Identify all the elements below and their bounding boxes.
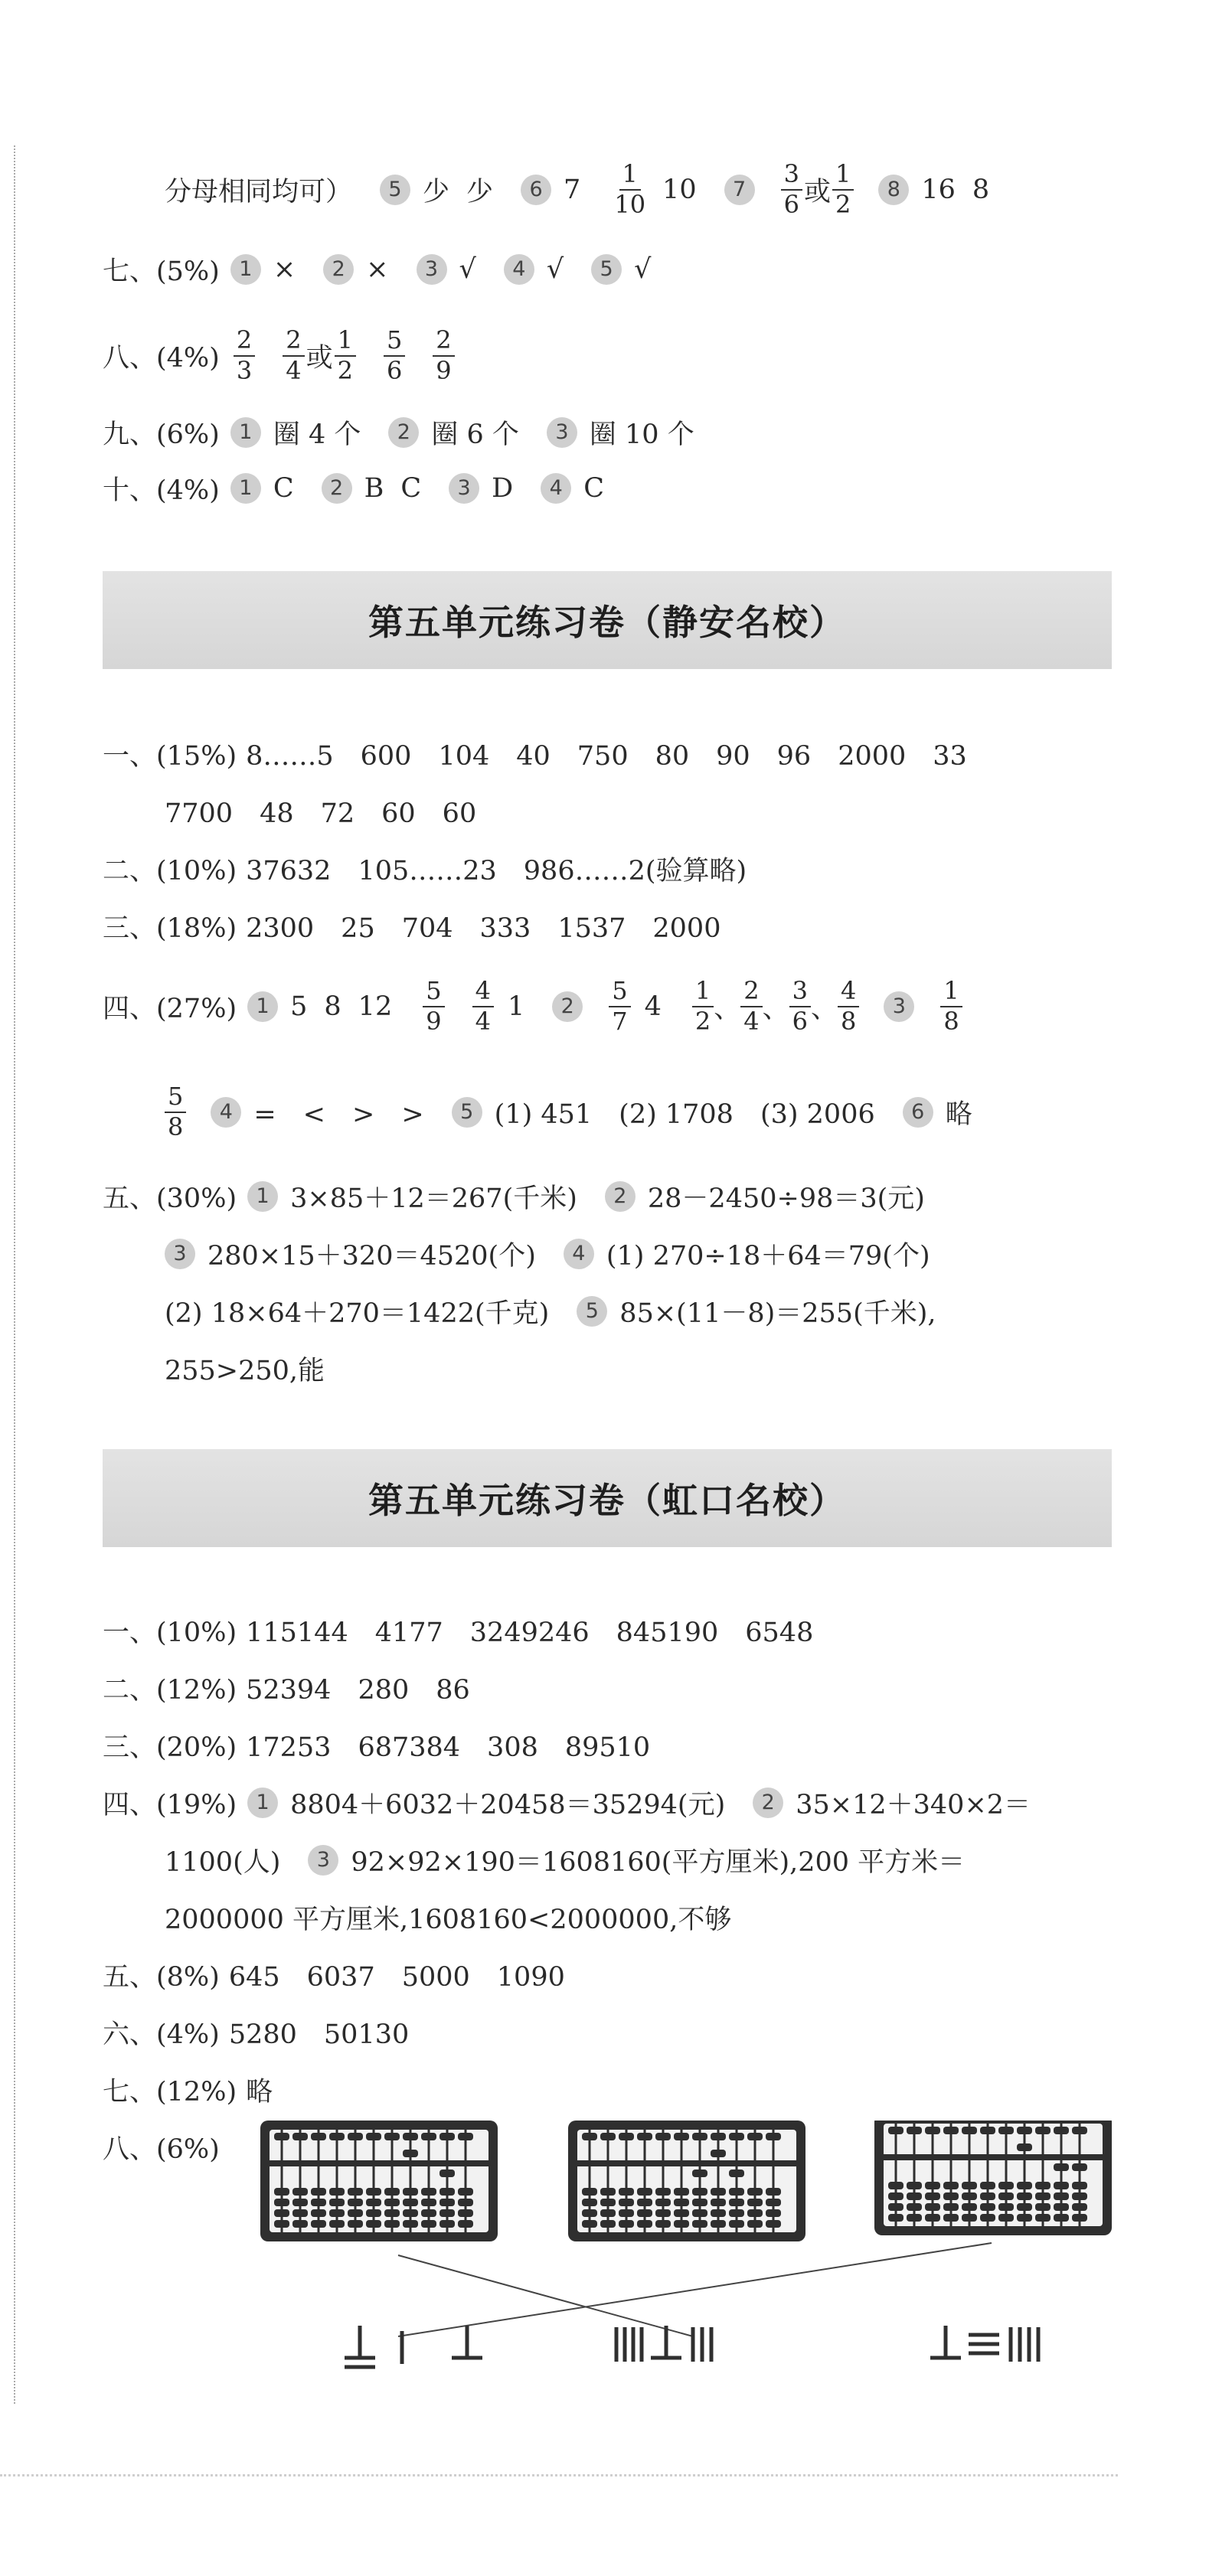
answer-line: 七、(12%) 略 [103, 2059, 289, 2121]
question-label: 三、(20%) [103, 1732, 237, 1763]
question-number: 5 [452, 1097, 482, 1128]
question-number: 2 [753, 1788, 783, 1818]
fraction: $\frac{1}{2}$ [832, 162, 854, 217]
question-label: 四、(19%) [103, 1790, 237, 1820]
question-number: 1 [247, 1181, 278, 1212]
answer-line: $\frac{5}{8}$ 4 = < > > 5 (1) 451 (2) 1708 (3) 2006 6 略 [165, 1074, 989, 1151]
question-number: 4 [211, 1097, 241, 1128]
question-number: 3 [165, 1239, 195, 1269]
answer-line: 七、(5%) 1 × 2 × 3 √ 4 √ 5 √ [103, 239, 668, 300]
question-number: 5 [591, 254, 622, 285]
fraction: $\frac{1}{8}$ [940, 978, 962, 1034]
question-number: 4 [541, 473, 571, 504]
question-label: 四、(27%) [103, 994, 237, 1024]
abacus-2 [568, 2121, 805, 2241]
question-label: 六、(4%) [103, 2019, 220, 2050]
question-number: 3 [884, 991, 914, 1022]
question-label: 五、(8%) [103, 1962, 220, 1993]
answer-line: 五、(30%) 1 3×85＋12＝267(千米) 2 28－2450÷98＝3(元) [103, 1166, 942, 1227]
question-label: 七、(12%) [103, 2077, 237, 2107]
answer-line: 八、(4%) $\frac{2}{3}$ $\frac{2}{4}$ 或 $\frac{1}{2}$ $\frac{5}{6}$ $\frac{2}{9}$ [103, 318, 469, 394]
answer-line: 六、(4%) 5280 50130 [103, 2002, 426, 2063]
fraction: $\frac{5}{6}$ [384, 328, 405, 384]
fraction: $\frac{5}{7}$ [609, 978, 630, 1034]
fraction: $\frac{2}{4}$ [283, 328, 304, 384]
abacus-matching-figure [260, 2121, 1126, 2396]
question-label: 九、(6%) [103, 420, 220, 450]
answer-line: 7700 48 72 60 60 [165, 798, 477, 829]
answer-line: 十、(4%) 1 C 2 B C 3 D 4 C [103, 458, 621, 519]
answer-line: 五、(8%) 645 6037 5000 1090 [103, 1944, 582, 2006]
question-number: 2 [552, 991, 583, 1022]
question-number: 6 [903, 1097, 933, 1128]
question-label: 一、(10%) [103, 1618, 237, 1648]
question-number: 6 [521, 175, 551, 205]
question-number: 1 [230, 254, 261, 285]
question-number: 2 [323, 254, 354, 285]
fraction: $\frac{5}{8}$ [165, 1084, 186, 1140]
fraction: $\frac{2}{9}$ [433, 328, 454, 384]
question-label: 二、(10%) [103, 856, 237, 886]
question-label: 八、(4%) [103, 343, 220, 374]
answer-line: (2) 18×64＋270＝1422(千克) 5 85×(11－8)＝255(千米), [165, 1281, 953, 1342]
question-number: 3 [308, 1845, 338, 1876]
question-number: 8 [878, 175, 909, 205]
fraction: $\frac{1}{2}$ [335, 328, 356, 384]
question-number: 1 [230, 417, 261, 448]
question-number: 1 [247, 991, 278, 1022]
question-label: 十、(4%) [103, 475, 220, 506]
fraction: $\frac{4}{4}$ [472, 978, 494, 1034]
answer-line: 二、(12%) 52394 280 86 [103, 1657, 487, 1719]
question-number: 3 [449, 473, 479, 504]
answer-line: 三、(18%) 2300 25 704 333 1537 2000 [103, 896, 737, 957]
abacus-3 [874, 2121, 1112, 2235]
fraction: $\frac{2}{4}$ [740, 978, 762, 1034]
question-label: 三、(18%) [103, 913, 237, 944]
answer-line: 三、(20%) 17253 687384 308 89510 [103, 1715, 667, 1776]
question-number: 1 [247, 1788, 278, 1818]
question-label: 八、(6%) [103, 2134, 220, 2165]
answer-line: 二、(10%) 37632 105……23 986……2(验算略) [103, 838, 763, 899]
fraction: $\frac{2}{3}$ [234, 328, 255, 384]
question-number: 7 [724, 175, 755, 205]
fraction: $\frac{5}{9}$ [423, 978, 444, 1034]
answer-line: 2000000 平方厘米,1608160<2000000,不够 [165, 1905, 732, 1935]
section-title-banner: 第五单元练习卷（虹口名校） [103, 1449, 1112, 1547]
rod-numeral-1 [345, 2326, 482, 2367]
answer-line [103, 2117, 220, 2178]
bottom-dotted-line [0, 2474, 1118, 2476]
rod-numeral-3 [930, 2326, 1038, 2362]
question-number: 5 [577, 1296, 607, 1327]
question-label: 二、(12%) [103, 1675, 237, 1706]
answer-line: 一、(15%) 8……5 600 104 40 750 80 90 96 2000 33 [103, 723, 984, 785]
question-number: 3 [547, 417, 577, 448]
fraction: $\frac{3}{6}$ [789, 978, 811, 1034]
fraction: $\frac{3}{6}$ [781, 162, 802, 217]
question-number: 2 [605, 1181, 636, 1212]
answer-line: 四、(27%) 1 5 8 12 $\frac{5}{9}$ $\frac{4}{4}$ 1 2 $\frac{5}{7}$ 4 $\frac{1}{2}$ 、 $\frac{2}{4}$ 、 $\frac{3}{6}$ 、 $\frac{4}{8}$ 3 $\frac{1}{8}$ [103, 968, 976, 1045]
fraction: $\frac{1}{2}$ [692, 978, 714, 1034]
question-number: 4 [564, 1239, 594, 1269]
question-number: 3 [417, 254, 447, 285]
answer-line: 九、(6%) 1 圈 4 个 2 圈 6 个 3 圈 10 个 [103, 402, 711, 463]
question-label: 五、(30%) [103, 1184, 237, 1214]
margin-dotted-line [14, 145, 15, 2404]
answer-line: 一、(10%) 115144 4177 3249246 845190 6548 [103, 1600, 830, 1661]
fraction: $\frac{1}{10}$ [614, 159, 646, 219]
fraction: $\frac{4}{8}$ [838, 978, 859, 1034]
question-label: 七、(5%) [103, 256, 220, 287]
question-number: 1 [230, 473, 261, 504]
answer-line: 分母相同均可） 5 少 少 6 7 $\frac{1}{10}$ 10 7 $\frac{3}{6}$ 或 $\frac{1}{2}$ 8 16 8 [165, 159, 990, 219]
answer-line: 255>250,能 [165, 1356, 325, 1386]
abacus-1 [260, 2121, 498, 2241]
matching-lines [398, 2243, 992, 2336]
question-label: 一、(15%) [103, 741, 237, 772]
question-number: 2 [388, 417, 419, 448]
answer-line: 四、(19%) 1 8804＋6032＋20458＝35294(元) 2 35×12＋340×2＝ [103, 1772, 1047, 1833]
question-number: 4 [504, 254, 534, 285]
question-number: 2 [322, 473, 352, 504]
rod-numeral-2 [616, 2326, 711, 2362]
answer-line: 1100(人) 3 92×92×190＝1608160(平方厘米),200 平方米＝ [165, 1830, 982, 1891]
answer-line: 3 280×15＋320＝4520(个) 4 (1) 270÷18＋64＝79(个) [165, 1223, 947, 1285]
question-number: 5 [380, 175, 410, 205]
section-title-banner: 第五单元练习卷（静安名校） [103, 571, 1112, 669]
